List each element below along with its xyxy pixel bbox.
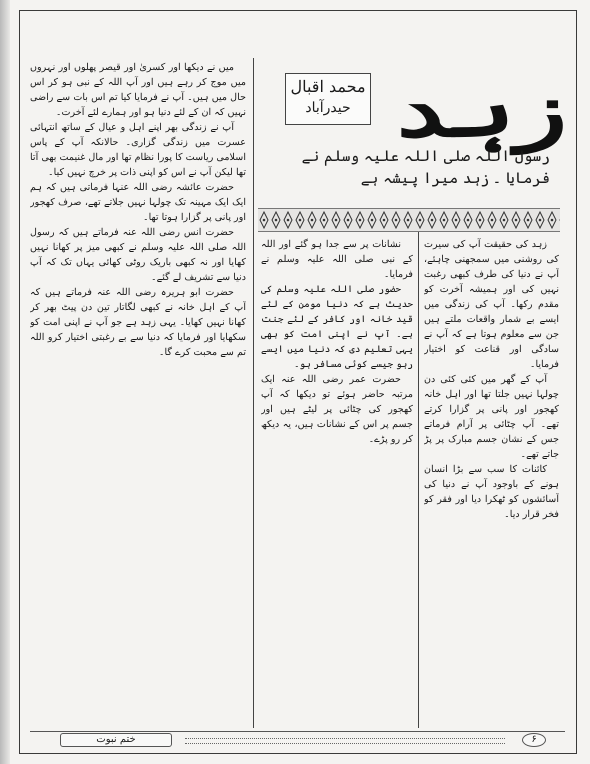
hadith-line-1: رسول اللہ صلی اللہ علیہ وسلم نے فرمایا ۔ xyxy=(301,147,550,187)
footer-ornament xyxy=(185,738,505,744)
binding-crease xyxy=(0,0,10,764)
magazine-name: ختم نبوت xyxy=(60,733,172,747)
paragraph: حضور صلی اللہ علیہ وسلم کی حدیث ہے کہ دنیا مومن کے لئے قید خانہ اور کافر کے لئے جنت ہے۔ آپ نے اپنی امت کو بھی یہی تعلیم دی کہ دنیا میں ایسے رہو جیسے کوئی مسافر ہو۔ xyxy=(261,284,413,370)
paragraph: حضرت انس رضی اللہ عنہ فرماتے ہیں کہ رسول اللہ صلی اللہ علیہ وسلم نے کبھی میز پر کھانا نہیں کھایا اور نہ کبھی باریک روٹی کھائی یہاں تک کہ آپ دنیا سے تشریف لے گئے۔ xyxy=(30,227,246,283)
article-title: زہد xyxy=(396,68,568,154)
paragraph: میں نے دیکھا اور کسریٰ اور قیصر پھلوں اور نہروں میں موج کر رہے ہیں اور آپ اللہ کے نبی ہو کر اس حال میں ہیں۔ آپ نے فرمایا کیا تم اس بات سے راضی نہیں کہ ان کے لئے دنیا ہو اور ہمارے لئے آخرت۔ xyxy=(30,62,246,118)
ornament-pattern-icon xyxy=(258,209,560,231)
paragraph: آپ نے زندگی بھر اپنے اہل و عیال کے ساتھ انتہائی عسرت میں زندگی گزاری۔ حالانکہ آپ کے پاس اسلامی ریاست کا پورا نظام تھا اور مال غنیمت بھی آتا تھا لیکن آپ نے اس کو اپنی ذات پر خرچ نہیں کیا۔ xyxy=(30,122,246,178)
paragraph: نشانات پر سے جدا ہو گئے اور اللہ کے نبی صلی اللہ علیہ وسلم نے فرمایا۔ xyxy=(261,239,413,280)
byline-box xyxy=(285,73,371,125)
ornament-border xyxy=(258,208,560,232)
paragraph: کائنات کا سب سے بڑا انسان ہونے کے باوجود آپ نے دنیا کی آسائشوں کو ٹھکرا دیا اور فقر کو فخر قرار دیا۔ xyxy=(424,464,559,520)
hadith-line-2: زہد میرا پیشہ ہے xyxy=(360,169,490,187)
author-name: محمد اقبال xyxy=(290,77,366,96)
author-place: حیدرآباد xyxy=(305,100,351,116)
page-number: ۶ xyxy=(522,733,546,747)
text-column-middle xyxy=(261,237,413,725)
paragraph: حضرت عائشہ رضی اللہ عنہا فرماتی ہیں کہ ہم ایک ایک مہینہ تک چولہا نہیں جلاتے تھے، صرف کھجور اور پانی پر گزارا ہوتا تھا۔ xyxy=(30,182,246,223)
paragraph: آپ کے گھر میں کئی کئی دن چولہا نہیں جلتا تھا اور اہل خانہ کھجور اور پانی پر گزارا کرتے تھے۔ آپ چٹائی پر آرام فرماتے جس کے نشان جسم مبارک پر پڑ جاتے تھے۔ xyxy=(424,374,559,460)
text-column-left xyxy=(30,60,246,725)
column-rule-left xyxy=(253,58,254,728)
paragraph: حضرت عمر رضی اللہ عنہ ایک مرتبہ حاضر ہوئے تو دیکھا کہ آپ کھجور کی چٹائی پر لیٹے ہیں اور جسم پر اس کے نشانات ہیں، یہ دیکھ کر رو پڑے۔ xyxy=(261,374,413,445)
column-rule-right xyxy=(418,232,419,728)
paragraph: زہد کی حقیقت آپ کی سیرت کی روشنی میں سمجھنی چاہئے، آپ نے دنیا کی طرف کبھی رغبت نہیں کی اور ہمیشہ آخرت کو مقدم رکھا۔ آپ کی زندگی میں ایسے بے شمار واقعات ملتے ہیں جن سے معلوم ہوتا ہے کہ آپ نے سادگی اور قناعت کو اختیار فرمایا۔ xyxy=(424,239,559,370)
text-column-right xyxy=(424,237,559,725)
paragraph: حضرت ابو ہریرہ رضی اللہ عنہ فرماتے ہیں کہ آپ کے اہل خانہ نے کبھی لگاتار تین دن پیٹ بھر کر کھانا نہیں کھایا۔ یہی زہد ہے جو آپ نے اپنی امت کو سکھایا اور فرمایا کہ دنیا سے بے رغبتی اختیار کرو اللہ تم سے محبت کرے گا۔ xyxy=(30,287,246,358)
